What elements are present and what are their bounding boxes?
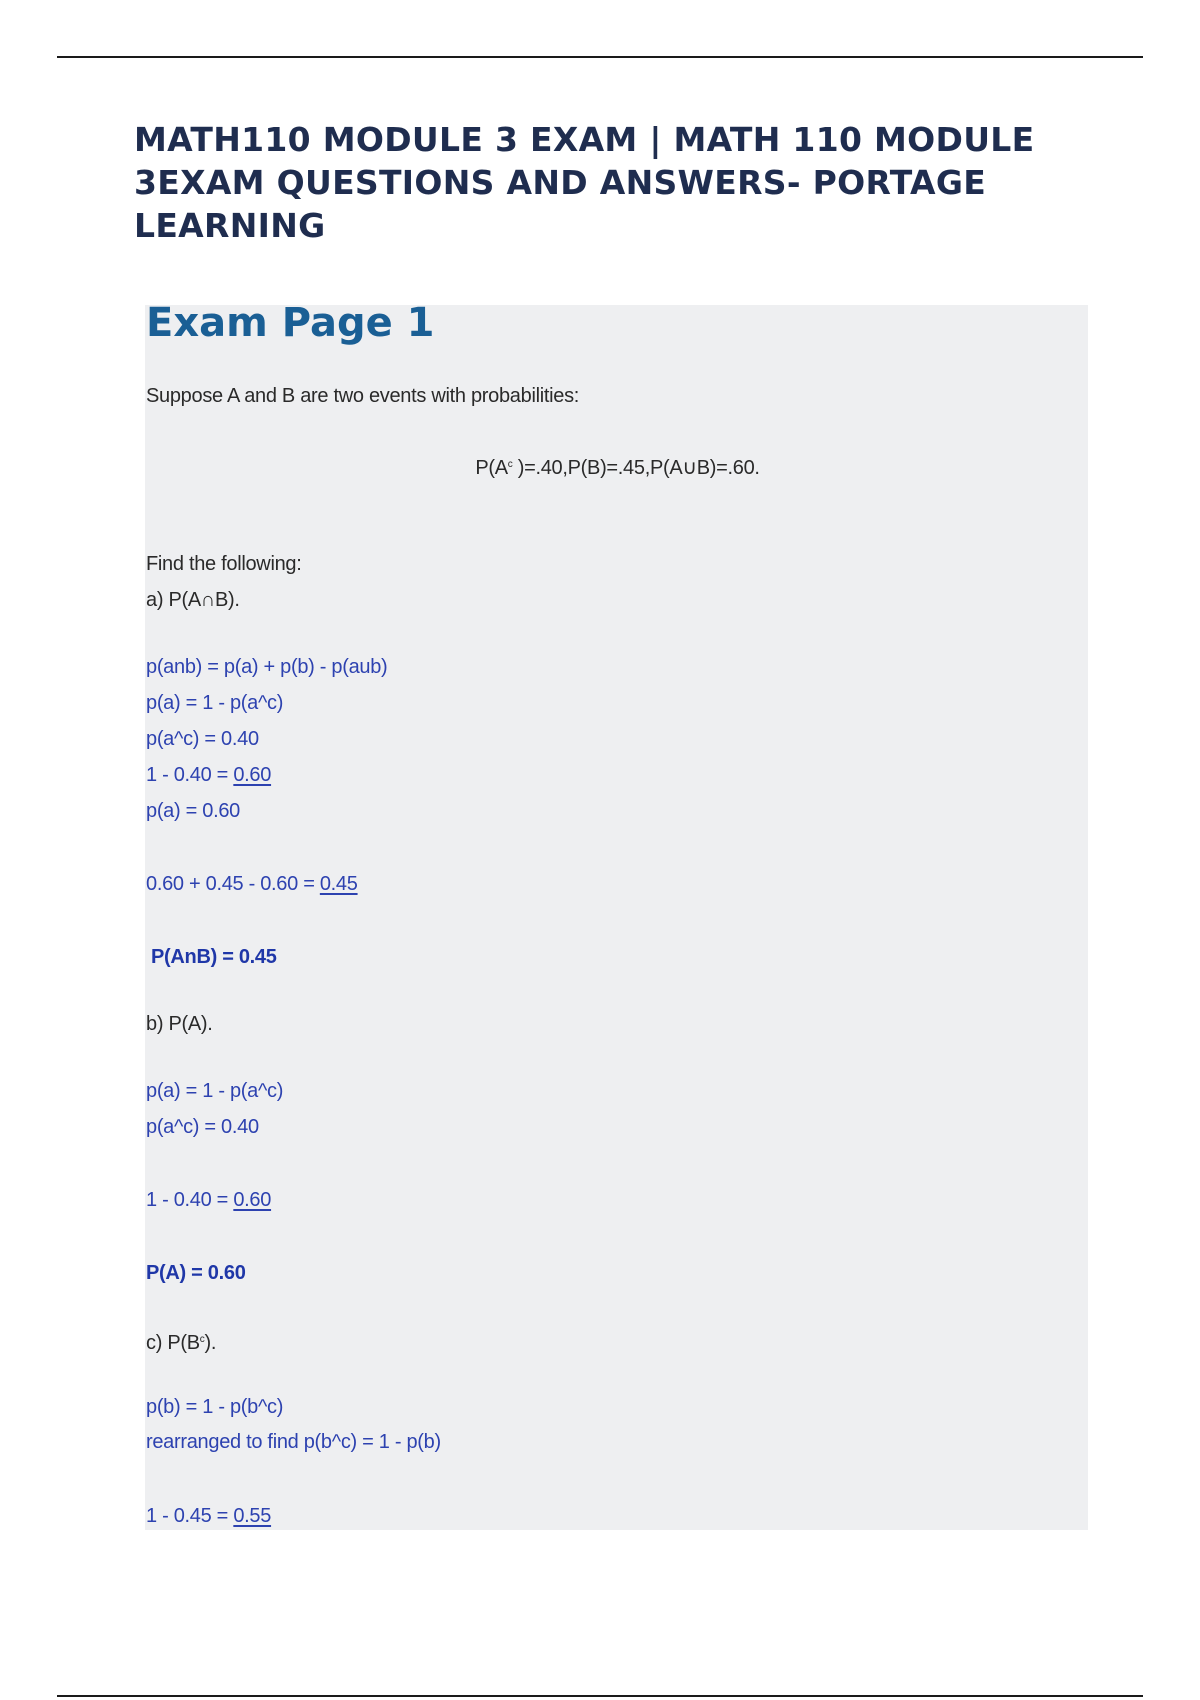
question-b: b) P(A). [146, 1013, 213, 1035]
work-a-line-2: p(a) = 1 - p(a^c) [146, 692, 284, 714]
intro-text: Suppose A and B are two events with probabilities: [146, 385, 580, 407]
calc-a1-result: 0.60 [233, 764, 272, 786]
given-probabilities [146, 455, 1089, 480]
calc-a2-lhs: 0.60 + 0.45 - 0.60 = [146, 873, 320, 895]
calc-b-result: 0.60 [233, 1189, 272, 1211]
formula-post: )=.40,P(B)=.45,P(A∪B)=.60. [512, 457, 760, 479]
question-c-sup: c [199, 1334, 205, 1345]
work-a-line-3: p(a^c) = 0.40 [146, 728, 259, 750]
work-b-line-2: p(a^c) = 0.40 [146, 1116, 259, 1138]
answer-b: P(A) = 0.60 [146, 1262, 246, 1284]
work-a-line-1: p(anb) = p(a) + p(b) - p(aub) [146, 656, 388, 678]
question-c-post: ). [204, 1332, 217, 1354]
work-c-line-1: p(b) = 1 - p(b^c) [146, 1396, 284, 1418]
exam-page-heading: Exam Page 1 [146, 300, 435, 346]
exam-panel [145, 305, 1088, 1530]
find-following: Find the following: [146, 553, 302, 575]
calc-a2-result: 0.45 [319, 873, 358, 895]
question-c [146, 1327, 216, 1356]
calc-a1-lhs: 1 - 0.40 = [146, 764, 234, 786]
title-line-2: 3EXAM QUESTIONS AND ANSWERS- PORTAGE LEARNING [134, 163, 987, 245]
work-a-calc-1 [146, 762, 271, 788]
calc-b-lhs: 1 - 0.40 = [146, 1189, 234, 1211]
work-c-line-2: rearranged to find p(b^c) = 1 - p(b) [146, 1431, 441, 1453]
calc-c-lhs: 1 - 0.45 = [146, 1505, 234, 1527]
formula-pre: P(A [475, 457, 508, 479]
document-title [134, 118, 1134, 247]
question-a: a) P(A∩B). [146, 589, 240, 611]
work-a-calc-2 [146, 871, 358, 897]
title-line-1: MATH110 MODULE 3 EXAM | MATH 110 MODULE [134, 120, 1035, 159]
answer-a: P(AnB) = 0.45 [151, 946, 277, 968]
top-rule [57, 56, 1143, 58]
work-a-pa: p(a) = 0.60 [146, 800, 240, 822]
question-c-pre: c) P(B [146, 1332, 200, 1354]
formula-sup: c [507, 459, 513, 470]
bottom-rule [57, 1695, 1143, 1697]
calc-c-result: 0.55 [233, 1505, 272, 1527]
work-b-calc [146, 1187, 271, 1213]
work-b-line-1: p(a) = 1 - p(a^c) [146, 1080, 284, 1102]
work-c-calc [146, 1503, 271, 1529]
